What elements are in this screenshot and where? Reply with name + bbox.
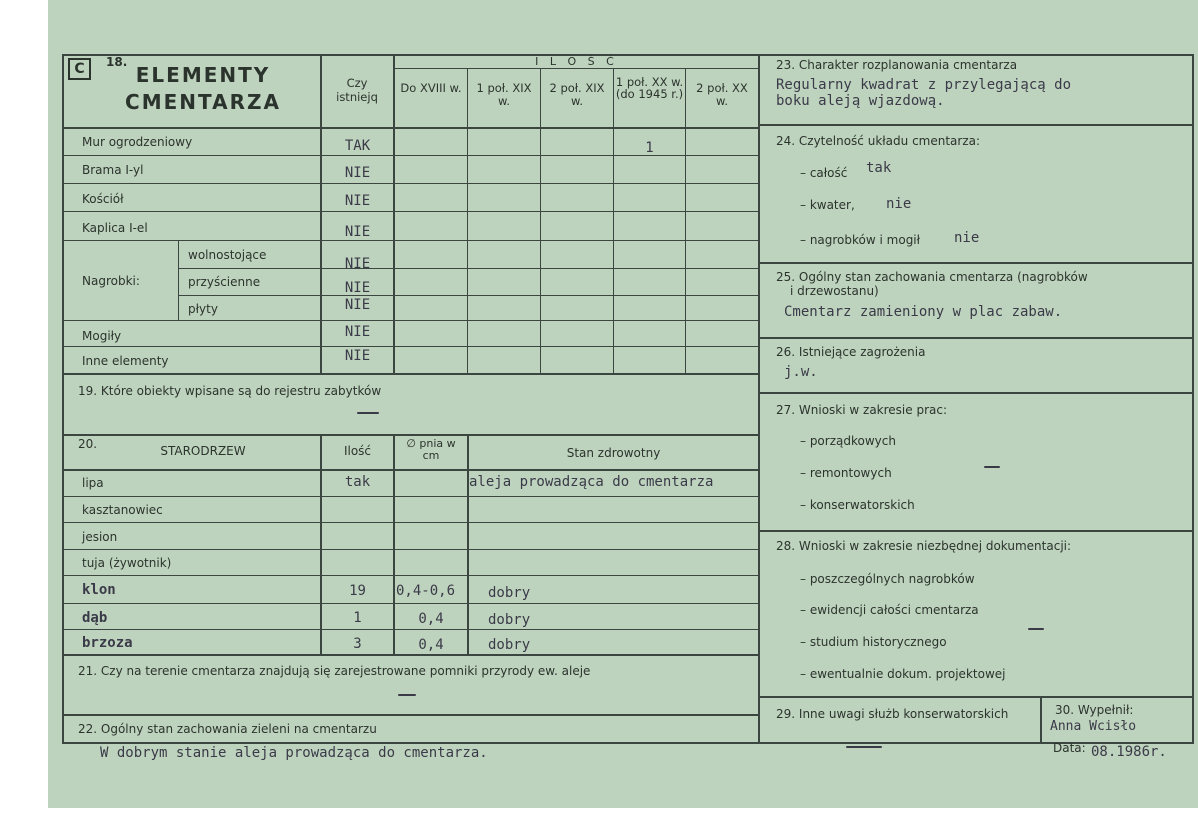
period-header: 2 poł. XIX w. (549, 81, 605, 108)
section-letter-box (68, 58, 91, 80)
s30-name: Anna Wcisło (1050, 719, 1137, 734)
s19-dash (357, 412, 379, 414)
section-letter: C (74, 61, 85, 77)
tree-species: jesion (82, 530, 118, 544)
tree-species: lipa (82, 476, 104, 490)
nagrobki-sub-label: wolnostojące (188, 248, 267, 262)
s29-label: 29. Inne uwagi służb konserwatorskich (776, 707, 1009, 721)
tree-health: dobry (488, 585, 531, 601)
s18-col-exists: Czy istniejq (336, 76, 378, 104)
s23-value-line1: Regularny kwadrat z przylegającą do (776, 77, 1072, 93)
s30-date-label: Data: (1053, 741, 1086, 755)
wall-quantity-value: 1 (645, 140, 654, 156)
s28-item: – poszczególnych nagrobków (800, 572, 975, 586)
element-label: Mogiły (82, 329, 122, 343)
s21-label: 21. Czy na terenie cmentarza znajdują się zarejestrowane pomniki przyrody ew. aleje (78, 664, 591, 678)
element-exists-value: NIE (344, 193, 371, 209)
tree-qty: 1 (353, 610, 362, 626)
element-label: Nagrobki: (82, 274, 140, 288)
element-exists-value: NIE (344, 165, 371, 181)
s28-item: – ewidencji całości cmentarza (800, 603, 979, 617)
s20-col-diam: ∅ pnia w cm (406, 437, 456, 462)
period-header: 2 poł. XX w. (696, 81, 748, 108)
element-exists-value: NIE (344, 348, 371, 364)
element-exists-value: TAK (344, 138, 371, 154)
tree-health: aleja prowadząca do cmentarza (469, 474, 714, 490)
period-header: 1 poł. XX w. (do 1945 r.) (615, 75, 684, 101)
s28-item: – ewentualnie dokum. projektowej (800, 667, 1006, 681)
s27-item: – porządkowych (800, 434, 896, 448)
s26-label: 26. Istniejące zagrożenia (776, 345, 926, 359)
element-label: Kościół (82, 192, 124, 206)
tree-qty: 3 (353, 636, 362, 652)
element-exists-value: NIE (344, 297, 371, 313)
s27-item: – konserwatorskich (800, 498, 915, 512)
nagrobki-sub-label: płyty (188, 302, 218, 316)
s27-label: 27. Wnioski w zakresie prac: (776, 403, 948, 417)
s24-item-label: – kwater, (800, 198, 855, 212)
s22-value: W dobrym stanie aleja prowadząca do cmentarza. (100, 745, 488, 761)
s23-value-line2: boku aleją wjazdową. (776, 93, 945, 109)
tree-species: klon (82, 582, 116, 598)
s18-title-line1: ELEMENTY (135, 63, 271, 87)
s18-number: 18. (106, 55, 128, 69)
tree-species: brzoza (82, 635, 133, 651)
element-label: Brama I-yl (82, 163, 144, 177)
s28-item: – studium historycznego (800, 635, 947, 649)
period-header: 1 poł. XIX w. (476, 81, 532, 108)
s26-value: j.w. (784, 364, 818, 380)
tree-qty: tak (344, 474, 371, 490)
tree-diameter: 0,4-0,6 (396, 583, 456, 599)
s25-value: Cmentarz zamieniony w plac zabaw. (784, 304, 1063, 320)
period-header: Do XVIII w. (400, 81, 462, 95)
s23-label: 23. Charakter rozplanowania cmentarza (776, 58, 1018, 72)
cemetery-record-card (48, 0, 1198, 808)
tree-health: dobry (488, 612, 531, 628)
tree-diameter: 0,4 (418, 637, 444, 653)
tree-diameter: 0,4 (418, 611, 444, 627)
s24-item-label: – całość (800, 166, 848, 180)
element-label: Inne elementy (82, 354, 169, 368)
s30-date: 08.1986r. (1091, 744, 1167, 760)
s20-col-qty: Ilość (343, 444, 372, 458)
element-label: Kaplica I-el (82, 221, 148, 235)
tree-qty: 19 (349, 583, 366, 599)
element-exists-value: NIE (344, 224, 371, 240)
s24-item-label: – nagrobków i mogił (800, 233, 921, 247)
s19-label: 19. Które obiekty wpisane są do rejestru zabytków (78, 384, 382, 398)
tree-health: dobry (488, 637, 531, 653)
s18-title-line2: CMENTARZA (125, 90, 281, 114)
s20-col-health: Stan zdrowotny (566, 446, 661, 460)
s27-dash (984, 466, 1000, 468)
element-label: Mur ogrodzeniowy (82, 135, 193, 149)
s25-label-line1: 25. Ogólny stan zachowania cmentarza (nagrobków (776, 270, 1088, 284)
s28-label: 28. Wnioski w zakresie niezbędnej dokumentacji: (776, 539, 1072, 553)
s20-number: 20. (78, 437, 98, 451)
s24-label: 24. Czytelność układu cmentarza: (776, 134, 981, 148)
s28-dash (1028, 628, 1044, 630)
element-exists-value: NIE (344, 256, 371, 272)
s24-item-value: nie (886, 196, 912, 212)
s24-item-value: nie (954, 230, 980, 246)
s29-dash (846, 746, 882, 748)
tree-species: kasztanowiec (82, 503, 163, 517)
tree-species: tuja (żywotnik) (82, 556, 172, 570)
s20-title: STARODRZEW (160, 444, 246, 458)
s24-item-value: tak (866, 160, 892, 176)
s27-item: – remontowych (800, 466, 892, 480)
element-exists-value: NIE (344, 280, 371, 296)
s21-dash (398, 694, 416, 696)
element-exists-value: NIE (344, 324, 371, 340)
s18-col-quantity: I L O Ś Ć (535, 55, 618, 68)
tree-species: dąb (82, 610, 108, 626)
s25-label-line2: i drzewostanu) (790, 284, 879, 298)
s22-label: 22. Ogólny stan zachowania zieleni na cmentarzu (78, 722, 377, 736)
nagrobki-sub-label: przyścienne (188, 275, 261, 289)
s30-label: 30. Wypełnił: (1055, 703, 1134, 717)
